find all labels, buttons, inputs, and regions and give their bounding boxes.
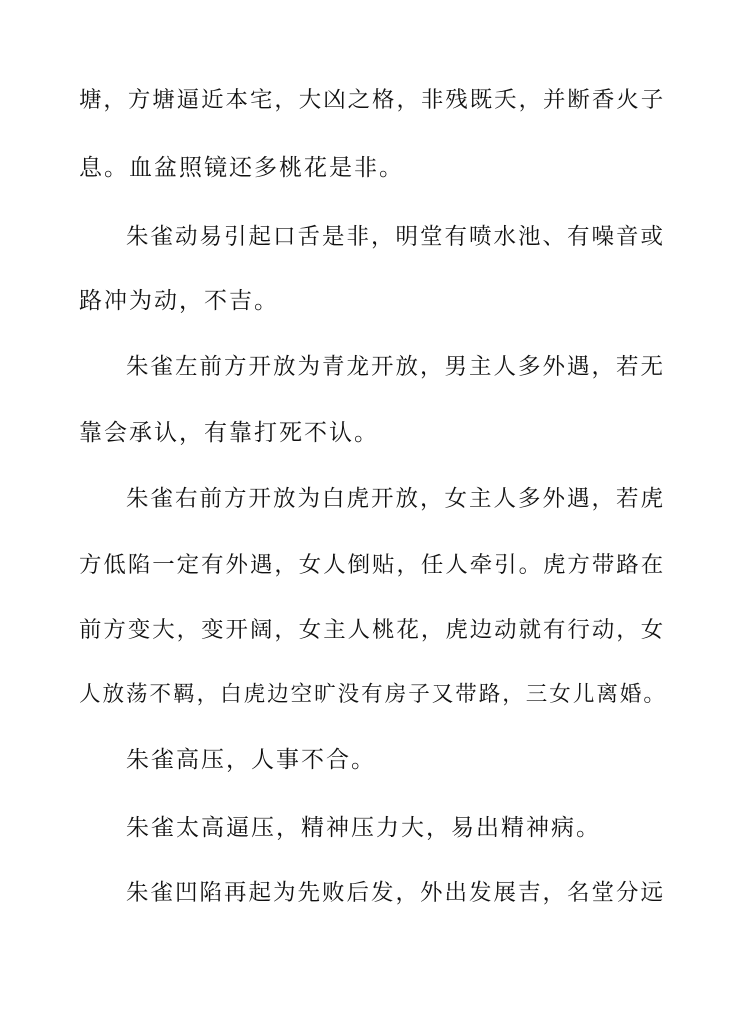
text-line: 朱雀动易引起口舌是非，明堂有喷水池、有噪音或 [126, 224, 666, 250]
text-line: 方低陷一定有外遇，女人倒贴，任人牵引。虎方带路在 [79, 552, 666, 578]
text-line: 路冲为动，不吉。 [79, 288, 279, 314]
text-line: 息。血盆照镜还多桃花是非。 [79, 155, 404, 181]
text-line: 朱雀左前方开放为青龙开放，男主人多外遇，若无 [126, 354, 666, 380]
text-line: 前方变大，变开阔，女主人桃花，虎边动就有行动，女 [79, 617, 666, 643]
text-line: 朱雀太高逼压，精神压力大，易出精神病。 [126, 815, 601, 841]
text-line: 人放荡不羁，白虎边空旷没有房子又带路，三女儿离婚。 [79, 682, 667, 707]
text-line: 朱雀右前方开放为白虎开放，女主人多外遇，若虎 [126, 486, 666, 512]
text-line: 塘，方塘逼近本宅，大凶之格，非残既夭，并断香火子 [79, 87, 666, 113]
text-line: 朱雀高压，人事不合。 [126, 747, 376, 773]
text-line: 朱雀凹陷再起为先败后发，外出发展吉，名堂分远 [126, 880, 666, 906]
text-line: 靠会承认，有靠打死不认。 [79, 420, 379, 446]
